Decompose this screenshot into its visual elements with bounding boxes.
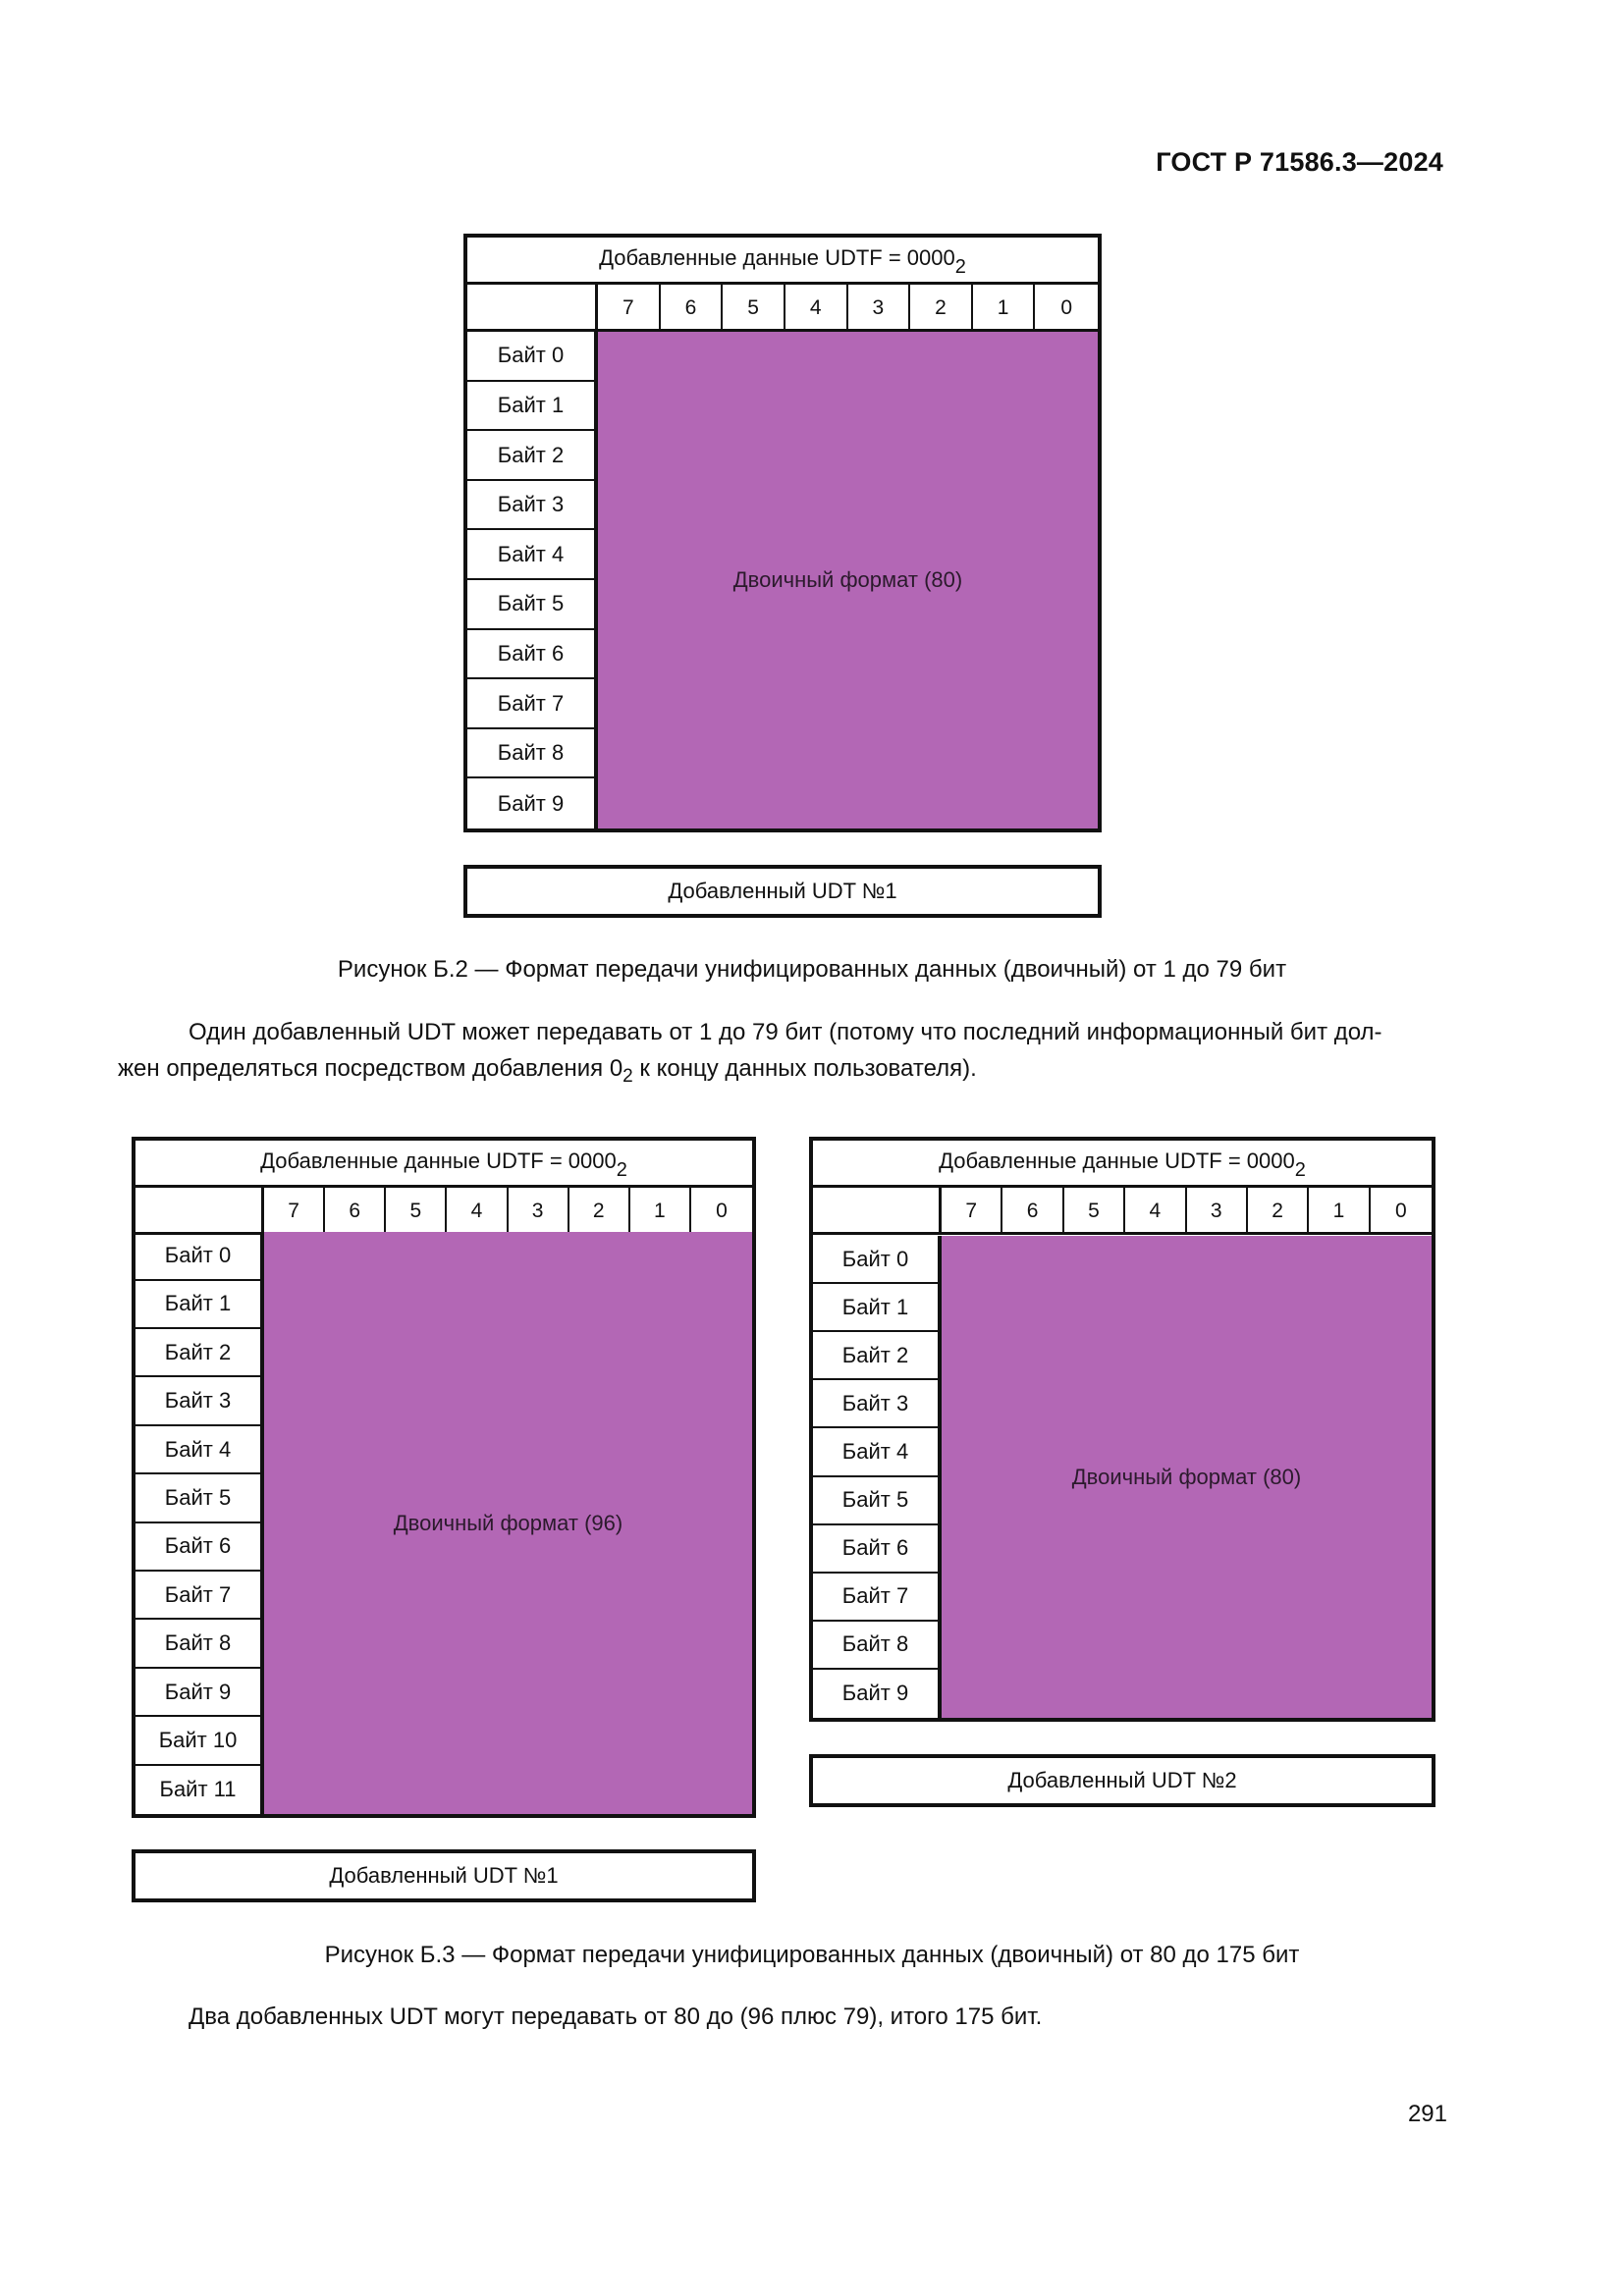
figure-b2-udt-box [463,865,1102,918]
bit-header-cell: 4 [785,285,848,329]
byte-row-label: Байт 9 [497,790,565,816]
figure-b2-caption: Рисунок Б.2 — Формат передачи унифицированных данных (двоичный) от 1 до 79 бит [337,956,1287,983]
binary-format-label: Двоичный формат (80) [732,567,963,592]
paragraph-one-line2-a: жен определяться посредством добавления 0 [118,1055,623,1082]
byte-label-column [467,332,598,828]
byte-row-label: Байт 10 [135,1717,260,1765]
figure-b3-left-table [132,1137,756,1818]
table-title-text: Добавленные данные UDTF = 0000 [939,1148,1295,1173]
paragraph-one-subscript: 2 [623,1065,633,1087]
byte-label-column [135,1232,264,1814]
bit-header-cell: 0 [1060,296,1073,319]
figure-b2-table [463,234,1102,832]
bit-header-cell: 6 [661,285,724,329]
table-title [135,1141,752,1188]
byte-row-label: Байт 5 [135,1474,260,1522]
bit-header-cell: 4 [1125,1188,1186,1232]
paragraph-one-line1: Один добавленный UDT может передавать от 1 до 79 бит (потому что последний информационный бит дол- [189,1019,1382,1045]
bit-header-cell: 6 [325,1188,386,1232]
byte-row-label: Байт 6 [813,1525,938,1574]
bit-header-cell: 7 [264,1188,325,1232]
bit-header-cell: 3 [1187,1188,1248,1232]
byte-row-label: Байт 7 [467,679,594,729]
byte-row-label: Байт 1 [467,382,594,432]
paragraph-one-line2 [118,1050,1453,1095]
bit-header-corner [467,285,598,329]
byte-row-label: Байт 0 [135,1232,260,1280]
byte-row-label: Байт 4 [135,1426,260,1474]
binary-format-area [598,332,1098,828]
udt-label: Добавленный UDT №2 [1007,1768,1237,1792]
bit-header-cell: 7 [942,1188,1002,1232]
figure-b3-right-table [809,1137,1435,1722]
bit-header-cell: 3 [848,285,911,329]
bit-header-row [467,285,1098,332]
byte-row-label: Байт 3 [135,1377,260,1425]
paragraph-two: Два добавленных UDT могут передавать от 80 до (96 плюс 79), итого 175 бит. [189,2003,1043,2030]
page-number: 291 [1407,2101,1447,2127]
byte-row-label: Байт 2 [135,1329,260,1377]
binary-format-area [264,1232,752,1814]
bit-header-cell: 0 [1394,1200,1407,1222]
byte-row-label: Байт 4 [467,530,594,580]
bit-header-cell: 6 [1002,1188,1063,1232]
bit-header-row [813,1188,1432,1235]
udt-label: Добавленный UDT №1 [329,1863,559,1888]
binary-format-label: Двоичный формат (96) [393,1510,623,1535]
binary-format-area [942,1236,1432,1718]
binary-format-label: Двоичный формат (80) [1071,1464,1302,1489]
byte-row-label: Байт 2 [467,431,594,481]
bit-header-cell: 7 [598,285,661,329]
byte-row-label: Байт 0 [813,1236,938,1284]
byte-row-label: Байт 4 [813,1428,938,1476]
bit-header-cell: 1 [1309,1188,1370,1232]
bit-header-cell: 1 [630,1188,691,1232]
table-title-subscript: 2 [616,1159,627,1181]
byte-row-label: Байт 8 [467,729,594,779]
table-title [813,1141,1432,1188]
udt-label: Добавленный UDT №1 [668,879,897,903]
paragraph-one-line2-b: к концу данных пользователя). [632,1055,977,1082]
byte-row-label: Байт 8 [813,1622,938,1670]
bit-header-cell: 2 [1248,1188,1309,1232]
bit-header-cell: 5 [723,285,785,329]
byte-row-label: Байт 5 [467,580,594,630]
byte-row-label: Байт 2 [813,1332,938,1380]
bit-header-cell: 5 [1064,1188,1125,1232]
byte-row-label: Байт 11 [159,1777,237,1802]
byte-row-label: Байт 3 [813,1380,938,1428]
figure-b3-left-udt-box [132,1849,756,1902]
table-title-text: Добавленные данные UDTF = 0000 [599,245,955,270]
byte-row-label: Байт 6 [135,1523,260,1572]
figure-b3-right-udt-box [809,1754,1435,1807]
bit-header-cell: 5 [386,1188,447,1232]
bit-header-cell: 2 [569,1188,630,1232]
paragraph-one [118,1014,1453,1095]
bit-header-cell: 1 [973,285,1036,329]
bit-header-cell: 4 [447,1188,508,1232]
bit-header-row [135,1188,752,1235]
byte-row-label: Байт 9 [841,1681,909,1706]
bit-header-corner [813,1188,942,1232]
byte-row-label: Байт 7 [813,1574,938,1622]
byte-row-label: Байт 1 [813,1284,938,1332]
byte-label-column [813,1236,942,1718]
table-title-subscript: 2 [954,256,966,278]
bit-header-corner [135,1188,264,1232]
byte-row-label: Байт 6 [467,630,594,680]
byte-row-label: Байт 3 [467,481,594,531]
table-title [467,238,1098,285]
table-title-subscript: 2 [1294,1159,1306,1181]
byte-row-label: Байт 9 [135,1669,260,1717]
standard-code: ГОСТ Р 71586.3—2024 [1156,147,1443,177]
byte-row-label: Байт 7 [135,1572,260,1620]
table-title-text: Добавленные данные UDTF = 0000 [260,1148,617,1173]
bit-header-cell: 3 [509,1188,569,1232]
byte-row-label: Байт 1 [135,1281,260,1329]
byte-row-label: Байт 8 [135,1620,260,1668]
byte-row-label: Байт 0 [467,332,594,382]
figure-b3-caption: Рисунок Б.3 — Формат передачи унифицированных данных (двоичный) от 80 до 175 бит [324,1942,1300,1968]
bit-header-cell: 2 [910,285,973,329]
byte-row-label: Байт 5 [813,1477,938,1525]
bit-header-cell: 0 [716,1200,728,1222]
